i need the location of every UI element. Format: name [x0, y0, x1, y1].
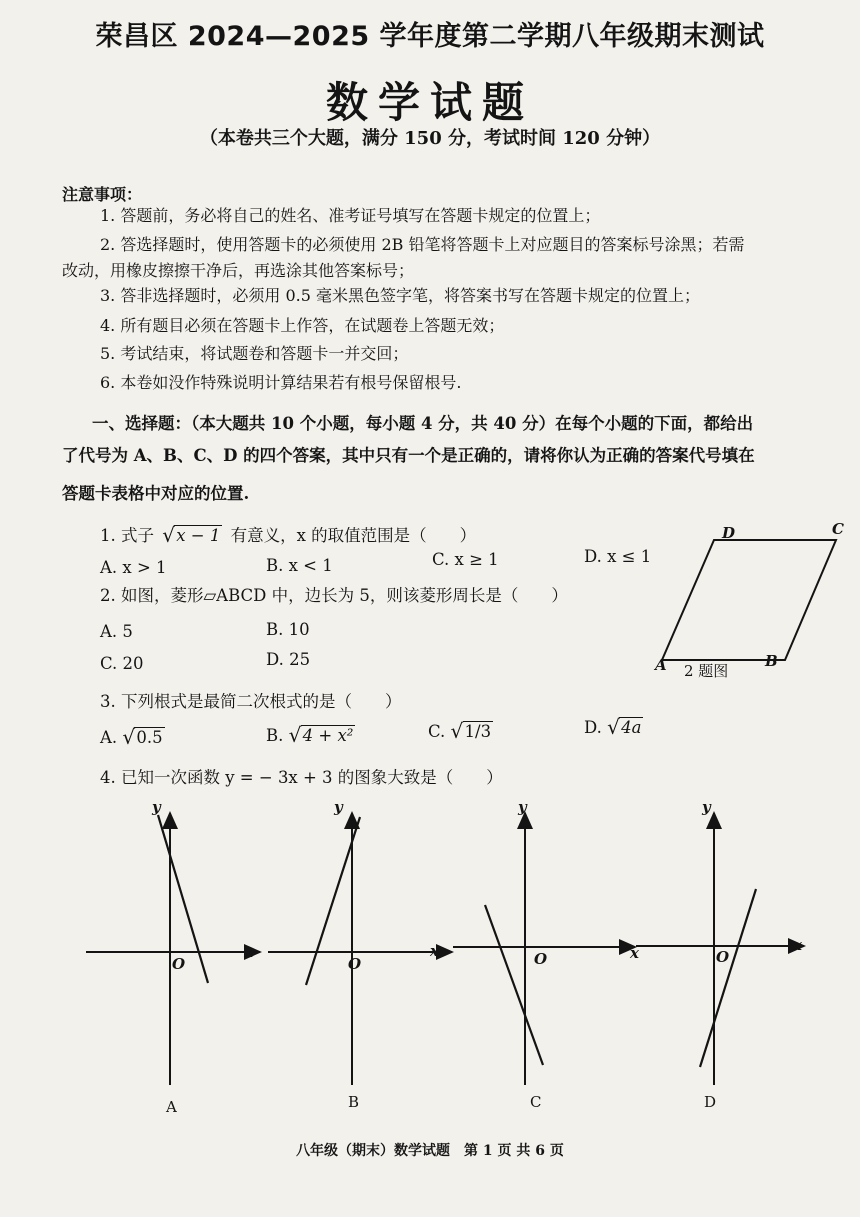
graph-b-option-label: B — [348, 1093, 360, 1111]
rhombus-figure — [650, 520, 850, 680]
note-item: 改动，用橡皮擦擦干净后，再选涂其他答案标号； — [62, 261, 415, 280]
question-2-stem: 2. 如图，菱形▱ABCD 中，边长为 5，则该菱形周长是（ ） — [100, 586, 568, 605]
q3-radicand-d: 4a — [621, 718, 642, 737]
radical-sign-icon: √ — [288, 723, 302, 747]
section-intro: 一、选择题：（本大题共 10 个小题，每小题 4 分，共 40 分）在每个小题的下面，都给出 — [92, 414, 754, 433]
q1-option-b: B. x < 1 — [266, 556, 333, 575]
page-footer: 八年级（期末）数学试题 第 1 页 共 6 页 — [296, 1143, 564, 1159]
note-item: 2. 答选择题时，使用答题卡的必须使用 2B 铅笔将答题卡上对应题目的答案标号涂黑；若需 — [100, 235, 745, 254]
q3-option-a — [100, 725, 165, 749]
section-intro: 答题卡表格中对应的位置. — [62, 484, 250, 503]
graph-a-origin-label: O — [172, 955, 186, 973]
q1-stem-pre: 1. 式子 — [100, 526, 154, 545]
graph-d-y-label: y — [702, 798, 711, 816]
vertex-a-label: A — [655, 656, 667, 674]
q3-option-a-label: A. — [100, 728, 118, 747]
notes-heading: 注意事项： — [62, 185, 143, 204]
graph-option-c — [445, 795, 645, 1095]
graph-c-option-label: C — [530, 1093, 542, 1111]
graph-b-y-label: y — [334, 798, 343, 816]
question-1-stem — [100, 522, 476, 546]
q3-option-b — [266, 723, 355, 747]
graph-d-origin-label: O — [716, 948, 730, 966]
question-4-stem: 4. 已知一次函数 y = − 3x + 3 的图象大致是（ ） — [100, 768, 503, 787]
graph-b-x-label: x — [430, 942, 439, 960]
sqrt-expression — [162, 523, 222, 547]
radical-sign-icon: √ — [122, 725, 136, 749]
radical-sign-icon: √ — [607, 715, 620, 739]
graph-b-origin-label: O — [348, 955, 362, 973]
q1-option-a: A. x > 1 — [100, 558, 167, 577]
graph-c-origin-label: O — [534, 950, 548, 968]
note-item: 4. 所有题目必须在答题卡上作答，在试题卷上答题无效； — [100, 316, 505, 335]
sqrt-expression — [607, 715, 643, 739]
q3-option-d — [584, 715, 643, 739]
vertex-b-label: B — [765, 652, 778, 670]
q1-radicand: x − 1 — [176, 526, 221, 545]
q2-option-d: D. 25 — [266, 650, 311, 669]
graph-a-option-label: A — [166, 1098, 177, 1116]
q2-option-c: C. 20 — [100, 654, 144, 673]
graph-option-a — [80, 795, 270, 1095]
graph-d-x-label: x — [793, 936, 802, 954]
note-item: 6. 本卷如没作特殊说明计算结果若有根号保留根号. — [100, 373, 462, 392]
subject-title: 数学试题 — [325, 78, 534, 127]
radical-sign-icon: √ — [162, 523, 175, 547]
exam-title: 荣昌区 2024—2025 学年度第二学期八年级期末测试 — [95, 21, 765, 52]
sqrt-expression — [122, 725, 164, 749]
graph-a-y-label: y — [152, 798, 161, 816]
radical-sign-icon: √ — [450, 719, 464, 743]
graph-a-x-label: x — [244, 943, 253, 961]
note-item: 1. 答题前，务必将自己的姓名、准考证号填写在答题卡规定的位置上； — [100, 206, 601, 225]
q2-option-b: B. 10 — [266, 620, 310, 639]
q3-radicand-c: 1/3 — [464, 722, 492, 741]
question-3-stem: 3. 下列根式是最简二次根式的是（ ） — [100, 692, 402, 711]
section-intro: 了代号为 A、B、C、D 的四个答案，其中只有一个是正确的，请将你认为正确的答案代号填在 — [62, 446, 755, 465]
note-item: 3. 答非选择题时，必须用 0.5 毫米黑色签字笔，将答案书写在答题卡规定的位置上； — [100, 286, 700, 305]
q3-option-b-label: B. — [266, 726, 284, 745]
sqrt-expression — [450, 719, 494, 743]
graph-d-option-label: D — [704, 1093, 717, 1111]
rhombus-shape — [662, 540, 836, 660]
exam-info: （本卷共三个大题，满分 150 分，考试时间 120 分钟） — [199, 128, 661, 149]
sqrt-expression — [288, 723, 356, 747]
vertex-d-label: D — [722, 524, 736, 542]
function-line — [700, 889, 756, 1067]
figure-caption: 2 题图 — [684, 662, 729, 680]
note-item: 5. 考试结束，将试题卷和答题卡一并交回； — [100, 344, 409, 363]
q3-radicand-a: 0.5 — [136, 728, 163, 747]
function-line — [485, 905, 543, 1065]
q3-option-c — [428, 719, 493, 743]
q1-option-d: D. x ≤ 1 — [584, 547, 652, 566]
graph-c-y-label: y — [518, 798, 527, 816]
q3-option-d-label: D. — [584, 718, 602, 737]
q3-radicand-b: 4 + x² — [302, 726, 354, 745]
vertex-c-label: C — [832, 520, 844, 538]
graph-c-x-label: x — [630, 944, 639, 962]
q3-option-c-label: C. — [428, 722, 446, 741]
q2-option-a: A. 5 — [100, 622, 133, 641]
q1-stem-post: 有意义，x 的取值范围是（ ） — [230, 526, 477, 545]
q1-option-c: C. x ≥ 1 — [432, 550, 499, 569]
